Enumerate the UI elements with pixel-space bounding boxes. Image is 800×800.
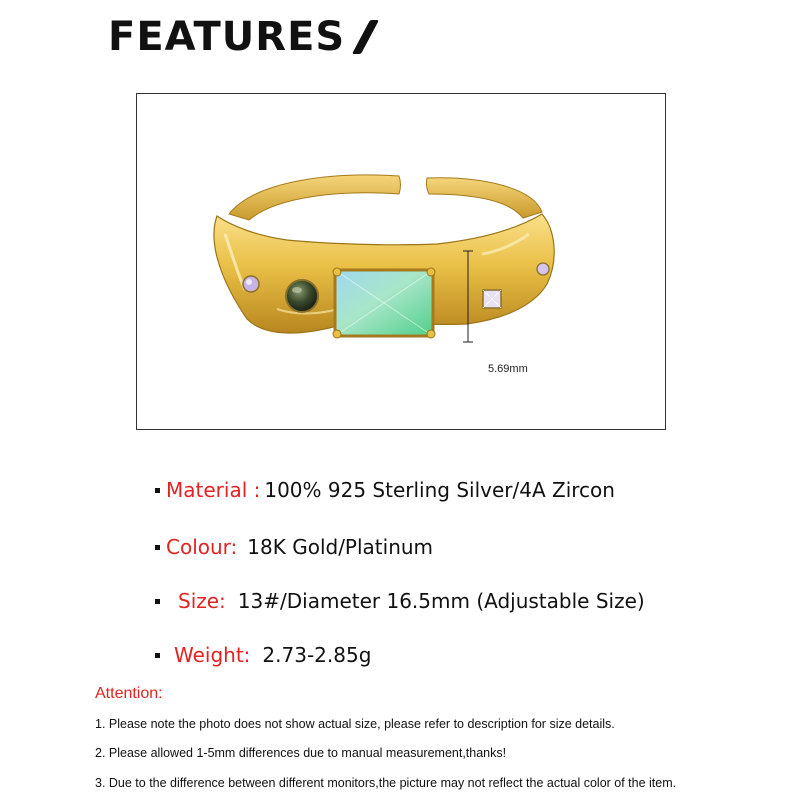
- spec-label: Size:: [178, 589, 226, 613]
- spec-material: [155, 478, 615, 502]
- spec-colour: [155, 535, 433, 559]
- spec-label: Weight:: [174, 643, 251, 667]
- bullet-icon: [155, 653, 160, 658]
- page-title: FEATURES: [108, 14, 346, 60]
- bullet-icon: [155, 545, 160, 550]
- spec-value: 100% 925 Sterling Silver/4A Zircon: [264, 478, 615, 502]
- spec-weight: [155, 643, 371, 667]
- attention-note: 2. Please allowed 1-5mm differences due to manual measurement,thanks!: [95, 746, 507, 760]
- attention-note: 3. Due to the difference between different monitors,the picture may not reflect the actual color of the item.: [95, 776, 677, 790]
- spec-label: Colour:: [166, 535, 238, 559]
- spec-value: 13#/Diameter 16.5mm (Adjustable Size): [237, 589, 645, 613]
- bullet-icon: [155, 488, 160, 493]
- attention-title: Attention:: [95, 685, 163, 702]
- dimension-label: 5.69mm: [488, 363, 528, 375]
- bullet-icon: [155, 599, 160, 604]
- spec-value: 18K Gold/Platinum: [247, 535, 434, 559]
- attention-note: 1. Please note the photo does not show actual size, please refer to description for size details.: [95, 717, 615, 731]
- spec-label: Material :: [166, 478, 261, 502]
- spec-size: [155, 589, 645, 613]
- spec-value: 2.73-2.85g: [262, 643, 372, 667]
